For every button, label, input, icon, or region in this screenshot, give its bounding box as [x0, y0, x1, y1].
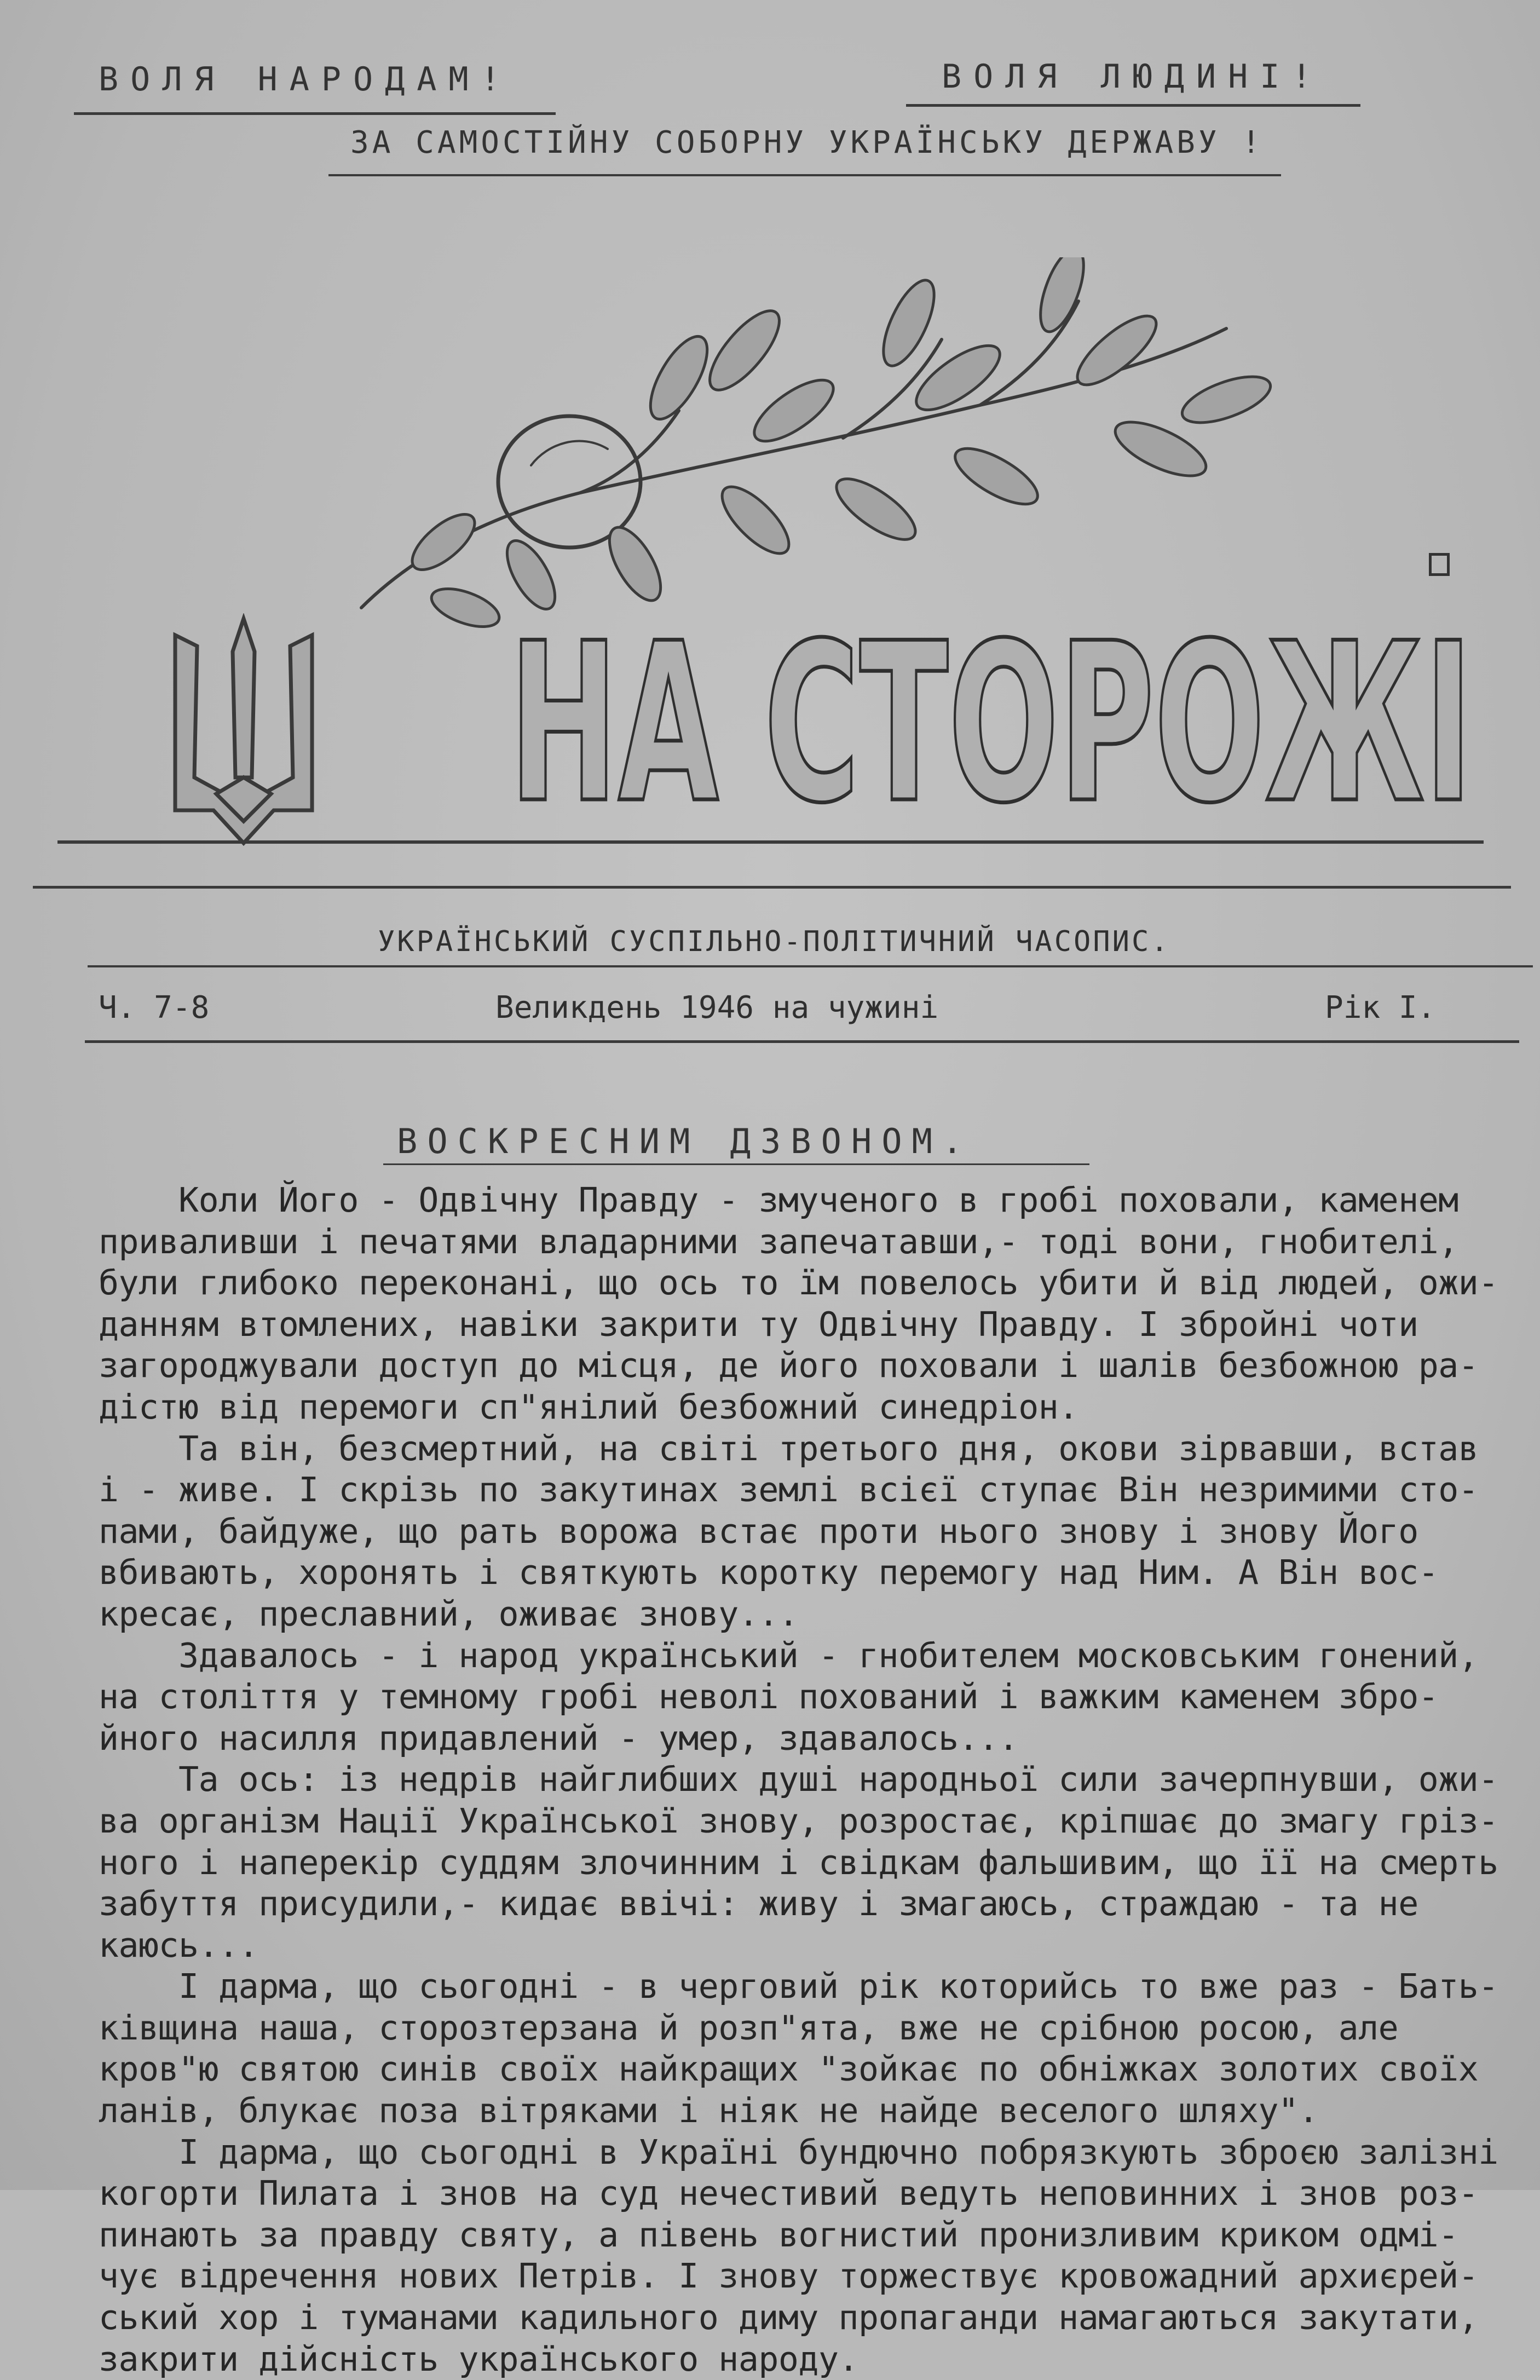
article-line: Та ось: із недрів найглибших душі народньої сили зачерпнувши, ожи- — [99, 1760, 1498, 1800]
tagline-underline — [328, 174, 1281, 176]
slogan-right-underline — [906, 104, 1360, 107]
article-line: І дарма, що сьогодні в Україні бундючно побрязкують зброєю залізні — [99, 2132, 1498, 2172]
slogan-right: ВОЛЯ ЛЮДИНІ! — [942, 57, 1324, 96]
article-body — [99, 1180, 1500, 2380]
header-tagline: ЗА САМОСТІЙНУ СОБОРНУ УКРАЇНСЬКУ ДЕРЖАВУ ! — [350, 125, 1264, 160]
article-line: ва організм Нації Української знову, розростає, кріпшає до змагу гріз- — [99, 1801, 1498, 1841]
article-line: дістю від перемоги сп"янілий безбожний синедріон. — [99, 1387, 1078, 1427]
article-line: ланів, блукає поза вітряками і ніяк не найде веселого шляху". — [99, 2091, 1319, 2131]
article-line: кров"ю святою синів своїх найкращих "зойкає по обніжках золотих своїх — [99, 2049, 1479, 2089]
slogan-left-underline — [74, 112, 556, 115]
issue-rule — [85, 1040, 1519, 1043]
article-line: загороджували доступ до місця, де його поховали і шалів безбожною ра- — [99, 1346, 1479, 1386]
article-line: пами, байдуже, що рать ворожа встає проти нього знову і знову Його — [99, 1511, 1418, 1551]
article-line: пинають за правду святу, а півень вогнистий пронизливим криком одмі- — [99, 2215, 1458, 2255]
article-line: ський хор і туманами кадильного диму пропаганди намагаються закутати, — [99, 2298, 1479, 2338]
masthead-rule-top — [57, 840, 1484, 844]
issue-date: Великдень 1946 на чужині — [495, 990, 939, 1025]
article-line: чує відречення нових Петрів. І знову торжествує кровожадний архиєрей- — [99, 2256, 1479, 2296]
masthead-title-text: НА СТОРОЖІ — [509, 608, 1473, 838]
article-line: приваливши і печатями владарними запечатавши,- тоді вони, гнобителі, — [99, 1221, 1458, 1261]
article-line: І дарма, що сьогодні - в черговий рік которийсь то вже раз - Бать- — [99, 1967, 1498, 2007]
publication-subtitle: УКРАЇНСЬКИЙ СУСПІЛЬНО-ПОЛІТИЧНИЙ ЧАСОПИС. — [378, 925, 1170, 958]
article-line: Та він, безсмертний, на світі третього дня, окови зірвавши, встав — [99, 1428, 1479, 1468]
article-line: когорти Пилата і знов на суд нечестивий ведуть неповинних і знов роз- — [99, 2174, 1479, 2214]
article-line: забуття присудили,- кидає ввічі: живу і змагаюсь, страждаю - та не — [99, 1884, 1418, 1924]
article-line: вбивають, хоронять і святкують коротку перемогу над Ним. А Він вос- — [99, 1553, 1439, 1593]
issue-year: Рік І. — [1325, 990, 1436, 1025]
article-title-underline — [383, 1163, 1089, 1165]
article-line: каюсь... — [99, 1925, 259, 1965]
article-line: кресає, преславний, оживає знову... — [99, 1594, 799, 1634]
article-line: йного насилля придавлений - умер, здавалось... — [99, 1718, 1019, 1758]
masthead-title — [509, 608, 1484, 838]
article-line: ківщина наша, сторозтерзана й розп"ята, вже не срібною росою, але — [99, 2008, 1399, 2048]
article-line: Коли Його - Одвічну Правду - змученого в гробі поховали, каменем — [99, 1180, 1458, 1220]
article-line: Здавалось - і народ український - гнобителем московським гонений, — [99, 1635, 1479, 1675]
article-line: закрити дійсність українського народу. — [99, 2339, 858, 2379]
corner-mark — [1429, 553, 1450, 576]
article-line: на століття у темному гробі неволі похований і важким каменем збро- — [99, 1677, 1439, 1717]
article-title: ВОСКРЕСНИМ ДЗВОНОМ. — [397, 1121, 973, 1161]
article-line: були глибоко переконані, що ось то їм повелось убити й від людей, ожи- — [99, 1263, 1498, 1303]
oak-branch-icon — [350, 257, 1281, 641]
masthead-rule-bottom — [33, 886, 1511, 889]
article-line: і - живе. І скрізь по закутинах землі всієї ступає Він незримими сто- — [99, 1470, 1479, 1510]
issue-number: Ч. 7-8 — [99, 990, 210, 1025]
article-line: данням втомлених, навіки закрити ту Одвічну Правду. І збройні чоти — [99, 1304, 1418, 1344]
trident-icon — [164, 613, 323, 854]
article-line: ного і наперекір суддям злочинним і свідкам фальшивим, що її на смерть — [99, 1842, 1498, 1882]
slogan-left: ВОЛЯ НАРОДАМ! — [99, 60, 512, 99]
subtitle-rule — [88, 965, 1533, 967]
